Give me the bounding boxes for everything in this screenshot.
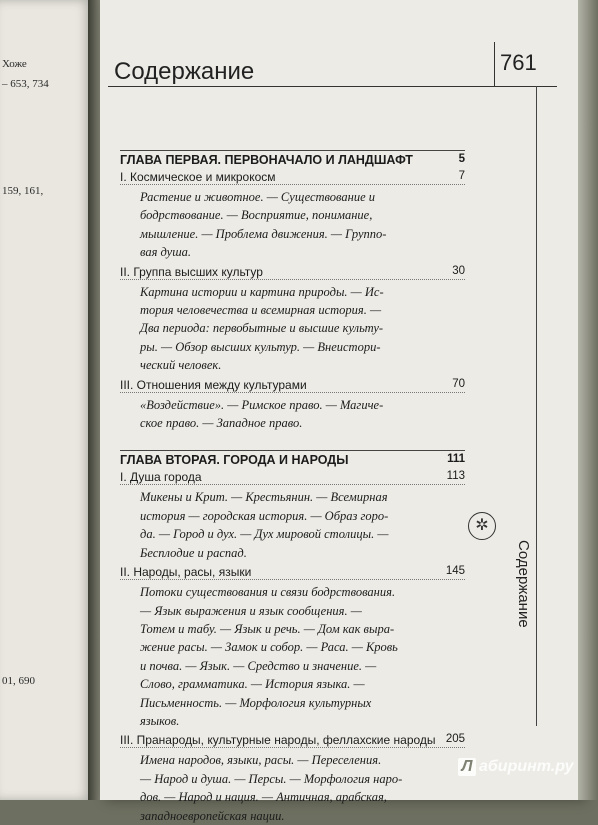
description-line: Имена народов, языки, расы. — Переселения. — [140, 753, 382, 768]
watermark — [458, 758, 574, 776]
section-title: III. Отношения между культурами — [120, 377, 307, 392]
section-entry — [120, 170, 465, 185]
section-description — [140, 283, 465, 375]
description-line: мышление. — Проблема движения. — Группо- — [140, 226, 387, 241]
description-line: вая душа. — [140, 245, 192, 260]
description-line: Письменность. — Морфология культурных — [140, 695, 372, 710]
chapter-page: 111 — [447, 453, 465, 466]
chapter-heading — [120, 150, 465, 167]
watermark-text: абиринт.ру — [479, 758, 574, 775]
section-page: 30 — [452, 264, 465, 277]
description-line: языков. — [140, 713, 180, 728]
labirint-logo-icon: Л — [458, 758, 476, 776]
section-page: 113 — [446, 470, 465, 483]
section-description — [140, 751, 465, 825]
section-entry — [120, 265, 465, 280]
description-line: дов. — Народ и нация. — Античная, арабская, — [140, 790, 387, 805]
side-running-title: Содержание — [515, 540, 532, 628]
page-title: Содержание — [114, 58, 255, 85]
description-line: бодрствование. — Восприятие, понимание, — [140, 208, 373, 223]
chapter-title: ГЛАВА ВТОРАЯ. ГОРОДА И НАРОДЫ — [120, 453, 349, 468]
left-page-line: – 653, 734 — [2, 78, 49, 90]
chapter-heading — [120, 450, 465, 467]
section-entry — [120, 565, 465, 580]
section-description — [140, 396, 465, 433]
left-page-line: Хоже — [2, 58, 27, 70]
description-line: история — городская история. — Образ горо- — [140, 508, 389, 523]
side-rule — [536, 86, 537, 726]
book-edge — [578, 0, 598, 800]
description-line: западноевропейская нации. — [140, 808, 285, 823]
description-line: Два периода: первобытные и высшие культу- — [140, 321, 384, 336]
description-line: и почва. — Язык. — Средство и значение. — — [140, 658, 377, 673]
left-page-line: 159, 161, — [2, 185, 44, 197]
description-line: Тотем и табу. — Язык и речь. — Дом как выра- — [140, 621, 395, 636]
description-line: тория человечества и всемирная история. — — [140, 303, 382, 318]
description-line: Картина истории и картина природы. — Ис- — [140, 284, 384, 299]
section-title: I. Душа города — [120, 470, 202, 485]
description-line: ры. — Обзор высших культур. — Внеистори- — [140, 339, 381, 354]
description-line: — Народ и душа. — Персы. — Морфология наро- — [140, 771, 403, 786]
section-title: II. Народы, расы, языки — [120, 565, 252, 580]
section-entry — [120, 470, 465, 485]
left-page-line: 01, 690 — [2, 675, 35, 687]
description-line: Микены и Крит. — Крестьянин. — Всемирная — [140, 490, 388, 505]
book-page — [100, 0, 580, 823]
description-line: «Воздействие». — Римское право. — Магиче- — [140, 397, 384, 412]
section-page: 70 — [452, 377, 465, 390]
section-page: 7 — [458, 170, 465, 182]
page-number: 761 — [500, 50, 537, 75]
section-title: I. Космическое и микрокосм — [120, 170, 276, 184]
chapter-title: ГЛАВА ПЕРВАЯ. ПЕРВОНАЧАЛО И ЛАНДШАФТ — [120, 153, 413, 167]
section-description — [140, 188, 465, 262]
description-line: ское право. — Западное право. — [140, 416, 303, 431]
chapter-page: 5 — [458, 153, 465, 165]
section-title: II. Группа высших культур — [120, 264, 263, 279]
section-entry — [120, 733, 465, 748]
description-line: Бесплодие и распад. — [140, 545, 247, 560]
section-page: 205 — [445, 733, 465, 746]
compass-icon: ✲ — [468, 512, 496, 540]
description-line: да. — Город и дух. — Дух мировой столицы. — — [140, 527, 389, 542]
description-line: Растение и животное. — Существование и — [140, 190, 376, 204]
section-title: III. Пранароды, культурные народы, феллахские народы — [120, 733, 436, 748]
description-line: Слово, грамматика. — История языка. — — [140, 677, 365, 692]
section-description — [140, 583, 465, 730]
header-rule — [108, 86, 508, 87]
description-line: жение расы. — Замок и собор. — Раса. — Кровь — [140, 640, 398, 655]
section-entry — [120, 378, 465, 393]
description-line: ческий человек. — [140, 358, 222, 373]
description-line: — Язык выражения и язык сообщения. — — [140, 603, 362, 618]
section-page: 145 — [445, 565, 465, 578]
table-of-contents — [120, 150, 465, 825]
section-description — [140, 488, 465, 562]
description-line: Потоки существования и связи бодрствования. — [140, 585, 396, 600]
left-page — [0, 0, 92, 800]
